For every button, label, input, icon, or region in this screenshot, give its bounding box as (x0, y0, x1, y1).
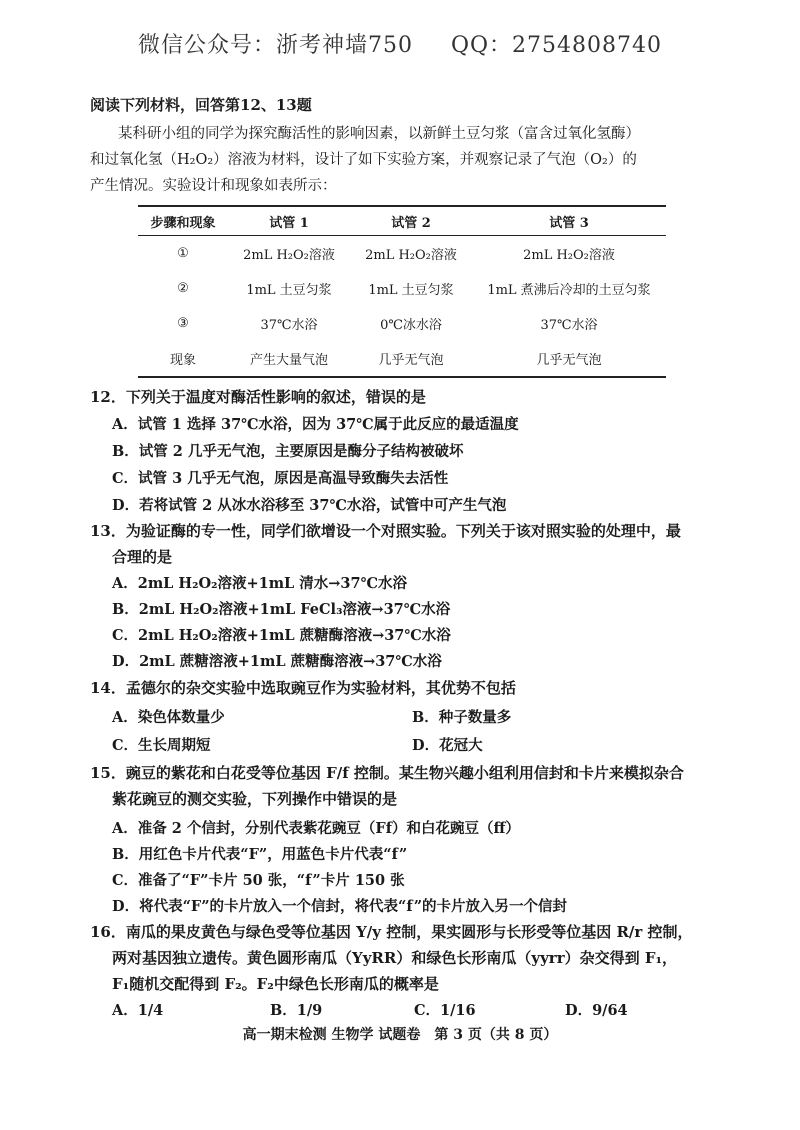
q16-option-a: A．1/4 (112, 1002, 164, 1019)
table-cell: ② (177, 281, 189, 296)
table-cell: 37℃水浴 (260, 318, 318, 333)
q15-option-c: C．准备了“F”卡片 50 张，“f”卡片 150 张 (112, 872, 405, 889)
table-cell: 几乎无气泡 (350, 341, 472, 377)
table-header: 试管 2 (350, 206, 472, 236)
table-cell: 几乎无气泡 (472, 341, 666, 377)
table-cell: 37℃水浴 (540, 318, 598, 333)
q13-option-b: B．2mL H₂O₂溶液+1mL FeCl₃溶液→37℃水浴 (112, 601, 451, 618)
q14-option-a: A．染色体数量少 (112, 709, 225, 726)
q13-option-a: A．2mL H₂O₂溶液+1mL 清水→37℃水浴 (112, 575, 407, 592)
table-header: 试管 3 (472, 206, 666, 236)
table-row (138, 341, 666, 377)
question-13-stem: 13．为验证酶的专一性，同学们欲增设一个对照实验。下列关于该对照实验的处理中，最 (90, 522, 681, 540)
table-cell: 现象 (138, 341, 228, 377)
table-cell: 2mL H₂O₂溶液 (243, 248, 335, 263)
passage-line-3: 产生情况。实验设计和现象如表所示： (90, 178, 337, 194)
question-16-line-2: 两对基因独立遗传。黄色圆形南瓜（YyRR）和绿色长形南瓜（yyrr）杂交得到 F₁， (112, 949, 678, 967)
q12-option-a: A．试管 1 选择 37℃水浴，因为 37℃属于此反应的最适温度 (112, 416, 519, 433)
table-cell: 1mL 土豆匀浆 (246, 283, 332, 298)
q15-option-b: B．用红色卡片代表“F”，用蓝色卡片代表“f” (112, 846, 408, 863)
table-row (138, 271, 666, 306)
question-13-stem-cont: 合理的是 (112, 548, 173, 566)
q12-option-c: C．试管 3 几乎无气泡，原因是高温导致酶失去活性 (112, 470, 449, 487)
q16-option-c: C．1/16 (414, 1002, 476, 1019)
table-row (138, 306, 666, 341)
passage-line-2: 和过氧化氢（H₂O₂）溶液为材料，设计了如下实验方案，并观察记录了气泡（O₂）的 (90, 152, 637, 168)
q14-option-b: B．种子数量多 (412, 709, 512, 726)
q12-option-d: D．若将试管 2 从冰水浴移至 37℃水浴，试管中可产生气泡 (112, 497, 507, 514)
question-16-line-1: 16．南瓜的果皮黄色与绿色受等位基因 Y/y 控制，果实圆形与长形受等位基因 R/r 控制， (90, 923, 693, 941)
question-14-stem: 14．孟德尔的杂交实验中选取豌豆作为实验材料，其优势不包括 (90, 679, 516, 697)
question-12-stem: 12．下列关于温度对酶活性影响的叙述，错误的是 (90, 388, 426, 406)
wechat-account: 微信公众号：浙考神墙750 (137, 33, 413, 58)
question-15-stem-cont: 紫花豌豆的测交实验，下列操作中错误的是 (112, 790, 398, 808)
table-header-row (138, 206, 666, 236)
experiment-table (138, 205, 666, 378)
table-cell: 2mL H₂O₂溶液 (523, 248, 615, 263)
q12-option-b: B．试管 2 几乎无气泡，主要原因是酶分子结构被破坏 (112, 443, 464, 460)
passage-lead: 阅读下列材料，回答第12、13题 (90, 96, 312, 114)
page-footer: 高一期末检测 生物学 试题卷 第 3 页（共 8 页） (242, 1027, 558, 1043)
question-15-stem: 15．豌豆的紫花和白花受等位基因 F/f 控制。某生物兴趣小组利用信封和卡片来模拟杂合 (90, 764, 684, 782)
qq-number: QQ：2754808740 (450, 33, 663, 58)
table-cell: ③ (177, 316, 189, 331)
q13-option-d: D．2mL 蔗糖溶液+1mL 蔗糖酶溶液→37℃水浴 (112, 653, 442, 670)
q14-option-c: C．生长周期短 (112, 737, 211, 754)
passage-line-1: 某科研小组的同学为探究酶活性的影响因素，以新鲜土豆匀浆（富含过氧化氢酶） (118, 126, 640, 142)
table-cell: 产生大量气泡 (228, 341, 350, 377)
table-cell: 2mL H₂O₂溶液 (365, 248, 457, 263)
table-cell: 1mL 煮沸后冷却的土豆匀浆 (487, 283, 651, 298)
q14-option-d: D．花冠大 (412, 737, 483, 754)
q15-option-a: A．准备 2 个信封，分别代表紫花豌豆（Ff）和白花豌豆（ff） (112, 820, 520, 837)
table-row (138, 236, 666, 272)
q13-option-c: C．2mL H₂O₂溶液+1mL 蔗糖酶溶液→37℃水浴 (112, 627, 451, 644)
q16-option-b: B．1/9 (270, 1002, 323, 1019)
q15-option-d: D．将代表“F”的卡片放入一个信封，将代表“f”的卡片放入另一个信封 (112, 898, 568, 915)
table-header: 试管 1 (228, 206, 350, 236)
question-16-line-3: F₁随机交配得到 F₂。F₂中绿色长形南瓜的概率是 (112, 975, 439, 993)
table-cell: 0℃冰水浴 (380, 318, 442, 333)
q16-option-d: D．9/64 (565, 1002, 628, 1019)
table-header: 步骤和现象 (138, 206, 228, 236)
page-header (0, 28, 800, 59)
table-cell: 1mL 土豆匀浆 (368, 283, 454, 298)
table-cell: ① (177, 246, 189, 261)
